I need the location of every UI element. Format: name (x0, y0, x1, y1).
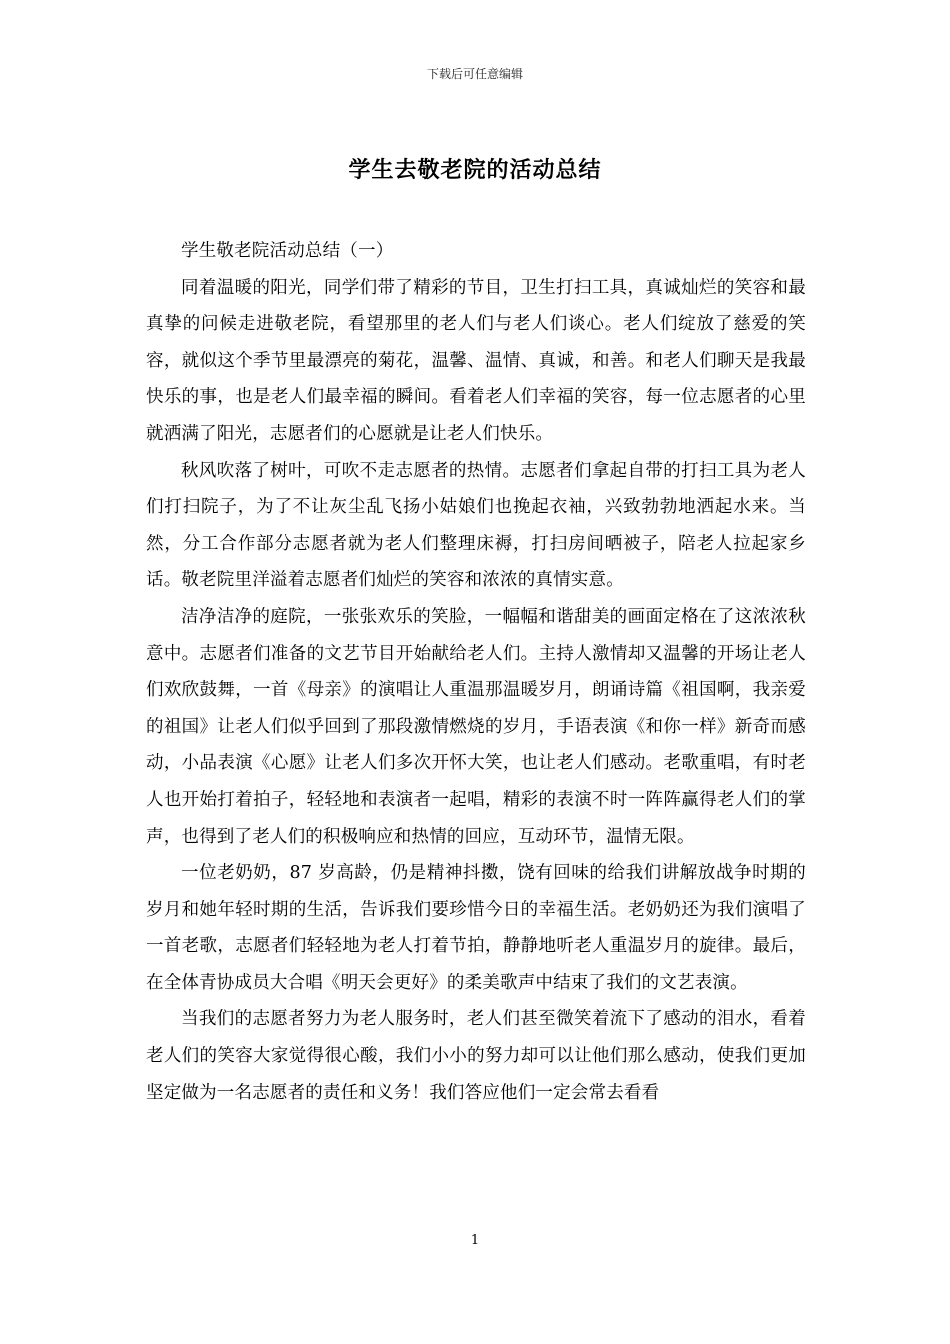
page-number: 1 (470, 1233, 480, 1248)
document-title: 学生去敬老院的活动总结 (348, 157, 602, 183)
paragraph-1: 同着温暖的阳光，同学们带了精彩的节目，卫生打扫工具，真诚灿烂的笑容和最真挚的问候走进敬老院，看望那里的老人们与老人们谈心。老人们绽放了慈爱的笑容，就似这个季节里最漂亮的菊花，温馨、温情、真诚，和善。和老人们聊天是我最快乐的事，也是老人们最幸福的瞬间。看着老人们幸福的笑容，每一位志愿者的心里就洒满了阳光，志愿者们的心愿就是让老人们快乐。 (146, 277, 806, 444)
paragraph-2: 秋风吹落了树叶，可吹不走志愿者的热情。志愿者们拿起自带的打扫工具为老人们打扫院子，为了不让灰尘乱飞扬小姑娘们也挽起衣袖，兴致勃勃地洒起水来。当然，分工合作部分志愿者就为老人们整理床褥，打扫房间晒被子，陪老人拉起家乡话。敬老院里洋溢着志愿者们灿烂的笑容和浓浓的真情实意。 (146, 460, 806, 591)
paragraph-4: 一位老奶奶，87 岁高龄，仍是精神抖擞，饶有回味的给我们讲解放战争时期的岁月和她年轻时期的生活，告诉我们要珍惜今日的幸福生活。老奶奶还为我们演唱了一首老歌，志愿者们轻轻地为老人打着节拍，静静地听老人重温岁月的旋律。最后，在全体青协成员大合唱《明天会更好》的柔美歌声中结束了我们的文艺表演。 (146, 863, 806, 993)
page-header-note: 下载后可任意编辑 (426, 67, 523, 81)
paragraph-3: 洁净洁净的庭院，一张张欢乐的笑脸，一幅幅和谐甜美的画面定格在了这浓浓秋意中。志愿者们准备的文艺节目开始献给老人们。主持人激情却又温馨的开场让老人们欢欣鼓舞，一首《母亲》的演唱让人重温那温暖岁月，朗诵诗篇《祖国啊，我亲爱的祖国》让老人们似乎回到了那段激情燃烧的岁月，手语表演《和你一样》新奇而感动，小品表演《心愿》让老人们多次开怀大笑，也让老人们感动。老歌重唱，有时老人也开始打着拍子，轻轻地和表演者一起唱，精彩的表演不时一阵阵赢得老人们的掌声，也得到了老人们的积极响应和热情的回应，互动环节，温情无限。 (146, 606, 806, 847)
paragraph-5: 当我们的志愿者努力为老人服务时，老人们甚至微笑着流下了感动的泪水，看着老人们的笑容大家觉得很心酸，我们小小的努力却可以让他们那么感动，使我们更加坚定做为一名志愿者的责任和义务！我们答应他们一定会常去看看 (146, 1009, 806, 1103)
document-body (146, 233, 806, 1111)
section-heading: 学生敬老院活动总结（一） (181, 241, 394, 261)
